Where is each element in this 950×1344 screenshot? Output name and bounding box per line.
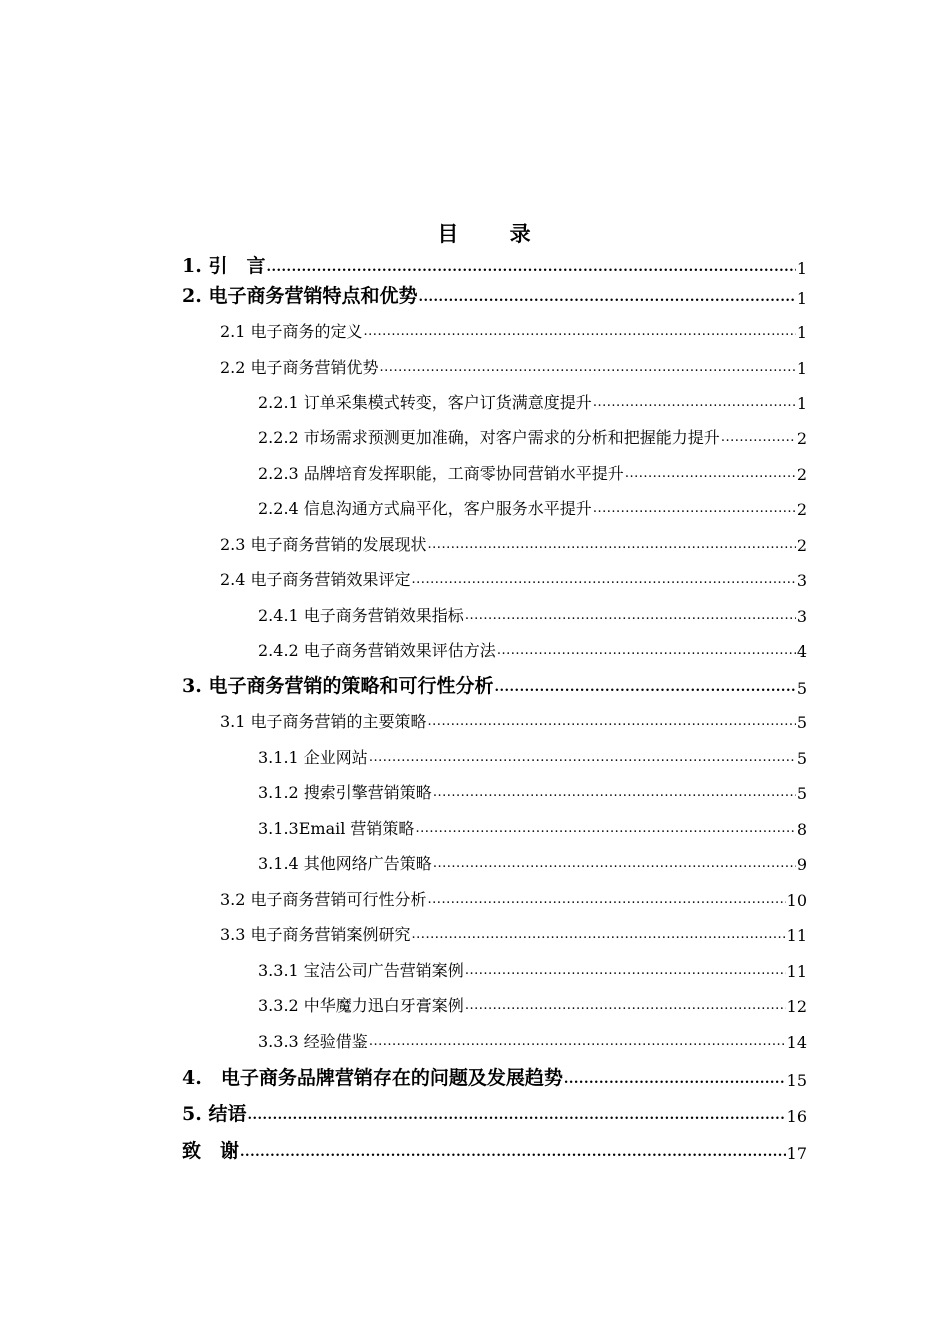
toc-entry[interactable] [258, 746, 807, 768]
toc-entry-page: 5 [796, 679, 807, 698]
toc-entry-title: 3.1 电子商务营销的主要策略 [220, 712, 427, 731]
toc-entry-page: 15 [786, 1071, 807, 1090]
toc-title: 目 录 [437, 221, 553, 246]
toc-entry-page: 14 [786, 1033, 807, 1052]
toc-entry-title: 3.1.4 其他网络广告策略 [258, 854, 432, 873]
toc-entry-title: 3. 电子商务营销的策略和可行性分析 [182, 675, 494, 697]
toc-entry[interactable] [220, 710, 807, 732]
toc-entry-page: 16 [786, 1107, 807, 1126]
toc-entry-title: 3.3.2 中华魔力迅白牙膏案例 [258, 996, 464, 1015]
toc-entry-page: 8 [796, 820, 807, 839]
toc-entry[interactable] [182, 1066, 807, 1090]
toc-entry-page: 4 [796, 642, 807, 661]
toc-leader-dots [428, 893, 786, 906]
toc-entry[interactable] [182, 284, 807, 308]
toc-entry-page: 2 [796, 465, 807, 484]
toc-entry[interactable] [258, 391, 807, 413]
toc-leader-dots [364, 325, 796, 338]
toc-entry-page: 5 [796, 713, 807, 732]
toc-leader-dots [593, 396, 796, 409]
toc-entry-page: 2 [796, 536, 807, 555]
toc-leader-dots [380, 361, 796, 374]
toc-entry[interactable] [258, 497, 807, 519]
toc-entry-title: 3.3.1 宝洁公司广告营销案例 [258, 961, 464, 980]
toc-entry[interactable] [258, 462, 807, 484]
toc-entry-title: 3.2 电子商务营销可行性分析 [220, 890, 427, 909]
toc-entry-title: 3.1.3Email 营销策略 [258, 819, 415, 838]
toc-entry-page: 11 [786, 926, 807, 945]
toc-entry-page: 1 [796, 289, 807, 308]
toc-entry[interactable] [220, 923, 807, 945]
toc-entry-title: 3.3 电子商务营销案例研究 [220, 925, 411, 944]
toc-entry-title: 2.2.3 品牌培育发挥职能，工商零协同营销水平提升 [258, 464, 624, 483]
toc-entry[interactable] [258, 781, 807, 803]
toc-entry-page: 12 [786, 997, 807, 1016]
toc-entry-page: 2 [796, 429, 807, 448]
toc-leader-dots [412, 573, 796, 586]
toc-entry-page: 5 [796, 784, 807, 803]
toc-entry[interactable] [258, 817, 807, 839]
toc-entry[interactable] [258, 959, 807, 981]
toc-leader-dots [433, 857, 796, 870]
toc-entry-page: 10 [786, 891, 807, 910]
toc-entry[interactable] [220, 533, 807, 555]
toc-leader-dots [625, 467, 796, 480]
toc-entry[interactable] [258, 639, 807, 661]
toc-entry-page: 9 [796, 855, 807, 874]
toc-leader-dots [369, 1035, 786, 1048]
toc-entry-page: 1 [796, 259, 807, 278]
toc-entry-title: 3.1.2 搜索引擎营销策略 [258, 783, 432, 802]
toc-entry-title: 2.4 电子商务营销效果评定 [220, 570, 411, 589]
toc-entry[interactable] [220, 888, 807, 910]
toc-leader-dots [494, 681, 795, 694]
toc-leader-dots [247, 1109, 785, 1122]
toc-entry[interactable] [182, 1139, 807, 1163]
toc-entry-page: 2 [796, 500, 807, 519]
toc-entry-page: 1 [796, 359, 807, 378]
toc-entry-title: 2.2.1 订单采集模式转变，客户订货满意度提升 [258, 393, 592, 412]
toc-entry-page: 3 [796, 607, 807, 626]
toc-entry-title: 1. 引 言 [182, 255, 266, 277]
toc-entry-title: 4. 电子商务品牌营销存在的问题及发展趋势 [182, 1067, 563, 1089]
toc-leader-dots [465, 999, 786, 1012]
toc-leader-dots [593, 502, 796, 515]
toc-entry[interactable] [182, 254, 807, 278]
toc-entry-title: 致 谢 [182, 1140, 240, 1162]
toc-leader-dots [465, 964, 786, 977]
toc-leader-dots [428, 538, 796, 551]
toc-leader-dots [418, 291, 795, 304]
toc-entry-page: 11 [786, 962, 807, 981]
toc-leader-dots [266, 261, 795, 274]
toc-entry[interactable] [220, 356, 807, 378]
toc-leader-dots [369, 751, 796, 764]
toc-leader-dots [721, 431, 796, 444]
toc-entry-page: 1 [796, 323, 807, 342]
toc-entry-title: 2.2.2 市场需求预测更加准确，对客户需求的分析和把握能力提升 [258, 428, 720, 447]
toc-entry-title: 2.2 电子商务营销优势 [220, 358, 379, 377]
toc-entry-title: 5. 结语 [182, 1103, 247, 1125]
toc-entry-title: 2.4.2 电子商务营销效果评估方法 [258, 641, 496, 660]
toc-leader-dots [412, 928, 786, 941]
toc-entry-page: 3 [796, 571, 807, 590]
toc-leader-dots [564, 1073, 786, 1086]
toc-entry[interactable] [220, 320, 807, 342]
toc-entry-page: 17 [786, 1144, 807, 1163]
toc-entry[interactable] [258, 426, 807, 448]
toc-entry-page: 1 [796, 394, 807, 413]
toc-entry-title: 3.1.1 企业网站 [258, 748, 368, 767]
toc-entry[interactable] [182, 1102, 807, 1126]
toc-entry[interactable] [258, 604, 807, 626]
toc-entry-title: 2. 电子商务营销特点和优势 [182, 285, 418, 307]
toc-leader-dots [497, 644, 796, 657]
toc-leader-dots [415, 822, 795, 835]
toc-entry-title: 3.3.3 经验借鉴 [258, 1032, 368, 1051]
toc-entry-page: 5 [796, 749, 807, 768]
toc-entry-title: 2.1 电子商务的定义 [220, 322, 363, 341]
toc-entry[interactable] [182, 674, 807, 698]
toc-entry[interactable] [220, 568, 807, 590]
toc-leader-dots [433, 786, 796, 799]
toc-entry-title: 2.2.4 信息沟通方式扁平化，客户服务水平提升 [258, 499, 592, 518]
toc-leader-dots [465, 609, 796, 622]
toc-entry-title: 2.4.1 电子商务营销效果指标 [258, 606, 464, 625]
toc-entry-title: 2.3 电子商务营销的发展现状 [220, 535, 427, 554]
toc-leader-dots [240, 1146, 786, 1159]
toc-entry[interactable] [258, 994, 807, 1016]
toc-entry[interactable] [258, 1030, 807, 1052]
toc-entry[interactable] [258, 852, 807, 874]
toc-leader-dots [428, 715, 796, 728]
